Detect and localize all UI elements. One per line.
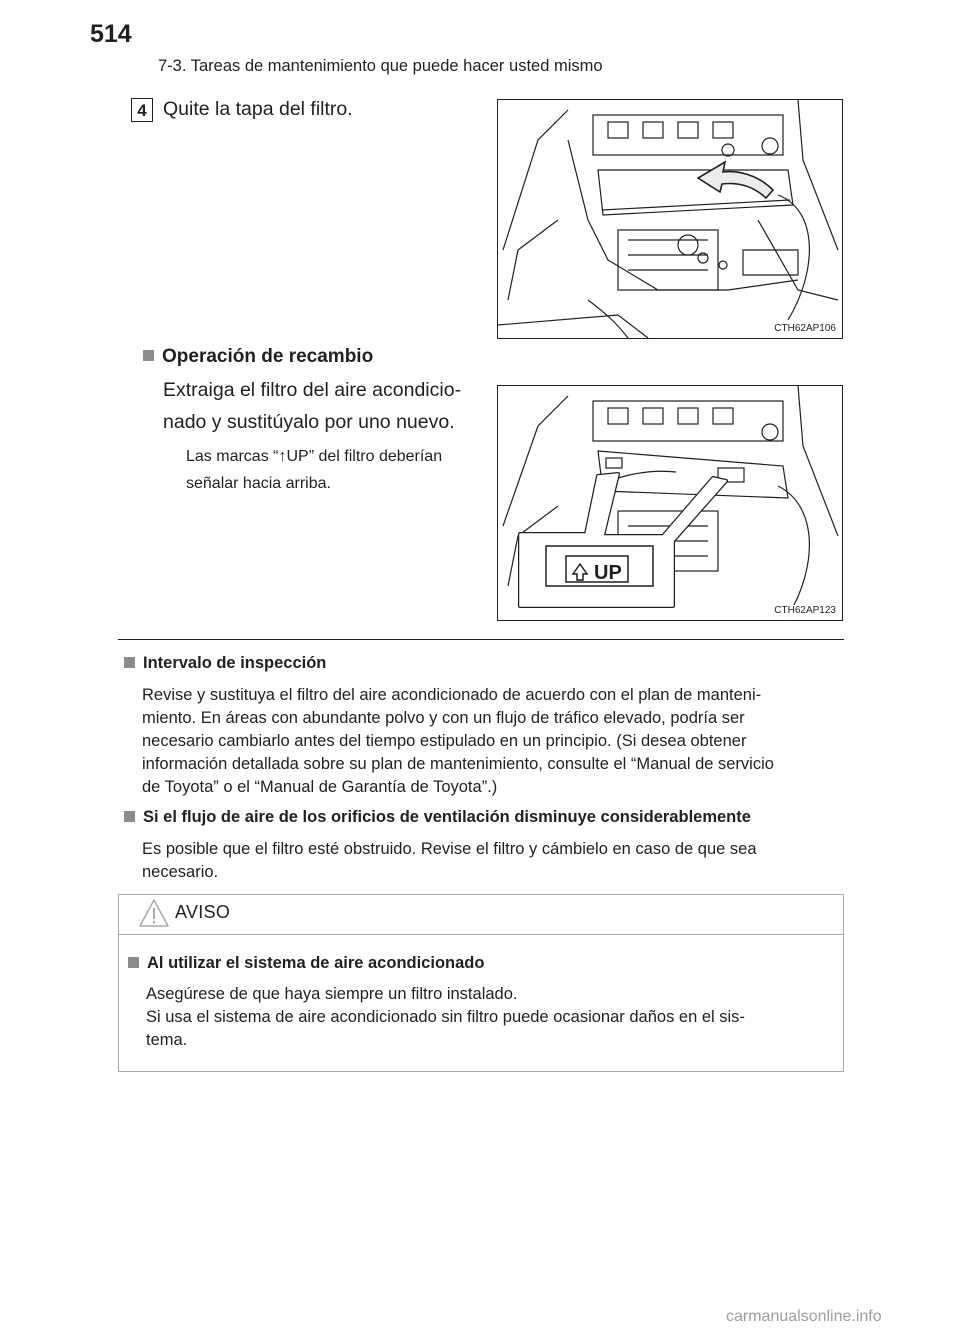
section-divider (118, 639, 844, 640)
airflow-title (124, 808, 751, 827)
warning-triangle-icon (138, 898, 170, 928)
paragraph-line: miento. En áreas con abundante polvo y con un flujo de tráfico elevado, podría ser (142, 709, 745, 727)
figure-remove-filter-cover (497, 99, 843, 339)
filter-cover-illustration (498, 100, 842, 338)
square-bullet-icon (124, 811, 135, 822)
paragraph-line: necesario. (142, 863, 219, 881)
paragraph-line: tema. (146, 1031, 188, 1049)
watermark: carmanualsonline.info (726, 1308, 882, 1325)
note-line-1: Las marcas “↑UP” del filtro deberían (186, 448, 443, 465)
inspection-title (124, 654, 326, 673)
page-number: 514 (90, 20, 132, 48)
section-title-text: Operación de recambio (162, 346, 374, 367)
replacement-line-1: Extraiga el filtro del aire acondicio- (163, 379, 462, 401)
section-title-replacement (143, 346, 373, 368)
warning-label: AVISO (175, 902, 231, 922)
inspection-paragraph (142, 684, 838, 799)
figure-up-marks (497, 385, 843, 621)
running-header: 7-3. Tareas de mantenimiento que puede hacer usted mismo (158, 57, 603, 75)
step-text: Quite la tapa del filtro. (163, 98, 353, 120)
square-bullet-icon (124, 657, 135, 668)
warning-paragraph (146, 983, 826, 1052)
callout-up-label: UP (594, 562, 622, 584)
warning-title (128, 954, 484, 973)
airflow-paragraph (142, 838, 838, 884)
paragraph-line: Asegúrese de que haya siempre un filtro instalado. (146, 985, 518, 1003)
inspection-title-text: Intervalo de inspección (143, 654, 327, 672)
square-bullet-icon (128, 957, 139, 968)
paragraph-line: Revise y sustituya el filtro del aire acondicionado de acuerdo con el plan de manteni- (142, 686, 762, 704)
paragraph-line: necesario cambiarlo antes del tiempo estipulado en un principio. (Si desea obtener (142, 732, 747, 750)
warning-title-text: Al utilizar el sistema de aire acondicionado (147, 954, 485, 972)
figure-code: CTH62AP106 (774, 323, 836, 334)
paragraph-line: Es posible que el filtro esté obstruido. Revise el filtro y cámbielo en caso de que sea (142, 840, 757, 858)
filter-up-marks-illustration (498, 386, 842, 620)
square-bullet-icon (143, 350, 154, 361)
figure-code: CTH62AP123 (774, 605, 836, 616)
note-line-2: señalar hacia arriba. (186, 475, 331, 492)
warning-divider (119, 934, 843, 935)
step-number-box: 4 (131, 98, 153, 122)
paragraph-line: información detallada sobre su plan de mantenimiento, consulte el “Manual de servicio (142, 755, 774, 773)
airflow-title-text: Si el flujo de aire de los orificios de ventilación disminuye considerablemente (143, 808, 751, 826)
paragraph-line: Si usa el sistema de aire acondicionado sin filtro puede ocasionar daños en el sis- (146, 1008, 745, 1026)
paragraph-line: de Toyota” o el “Manual de Garantía de Toyota”.) (142, 778, 498, 796)
replacement-line-2: nado y sustitúyalo por uno nuevo. (163, 411, 455, 433)
